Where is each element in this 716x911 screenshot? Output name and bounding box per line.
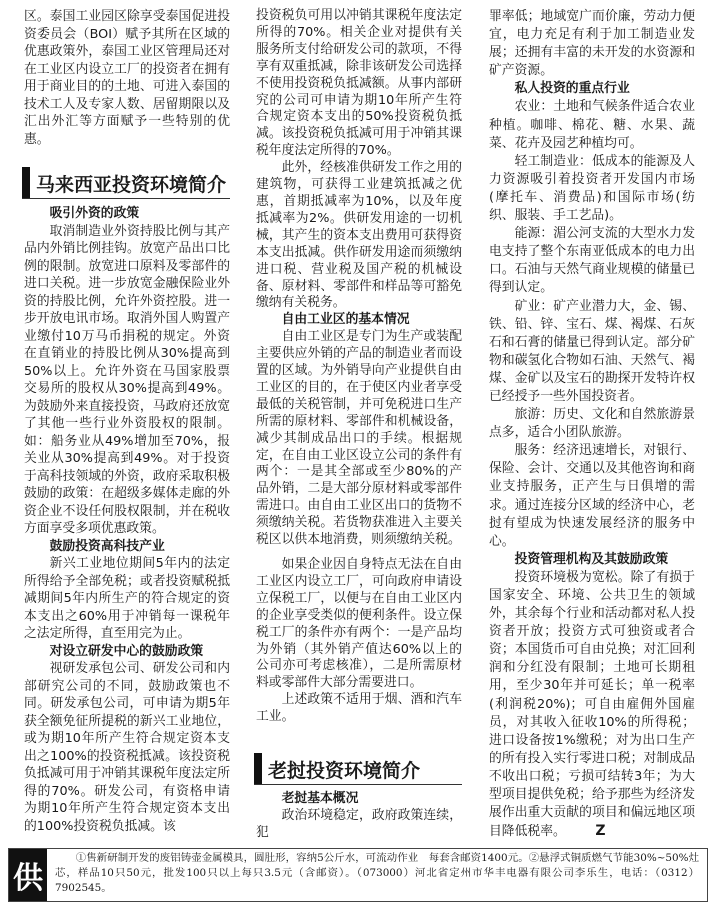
paragraph	[256, 329, 462, 549]
subheading	[256, 791, 462, 808]
paragraph-text: 投资环境极为宽松。除了有损于国家安全、环境、公共卫生的领域外，其余每个行业和活动都对私人投资者开放；投资方式可独资或者合资；本国货币可自由兑换；对汇回利润和分红没有限制；土地可长期租用，至少30年并可延长；单一税率(利润税20%)；可自由雇佣外国雇员，对其收入征收10%的所得税；进口设备按1%缴税；对为出口生产的所有投入实行零进口税；对制成品不收出口税；亏损可结转3年；为大型项目提供免税；给予那些为经济发展作出重大贡献的项目和偏远地区项目降低税率。	[489, 569, 695, 840]
paragraph-text: 政治环境稳定，政府政策连续，犯	[256, 807, 462, 840]
subheading-text: 老挝基本概况	[281, 791, 359, 807]
paragraph-text: 区。泰国工业园区除享受泰国促进投资委员会（BOI）赋予其所在区域的优惠政策外，泰国工业区管理局还对在工业区内设立工厂的投资者在拥有用于商业目的的土地、可进入泰国的技术工人及专家人数、居留期限以及汇出外汇等方面赋予一些特别的优惠。	[24, 9, 230, 147]
paragraph	[489, 442, 695, 551]
classified-ad-box	[8, 848, 708, 902]
paragraph-text: 自由工业区是专门为生产或装配主要供应外销的产品的制造业者而设置的区域。为外销导向产业提供自由工业区的目的，在于使区内业者享受最低的关税管制，并可免税进口生产所需的原材料、零部件和机械设备，减少其制成品出口的手续。根据规定，在自由工业区设立公司的条件有两个：一是其全部或至少80%的产品外销，二是大部分原材料或零部件需进口。由自由工业区出口的货物不须缴纳关税。若货物获准进入主要关税区以供本地消费，则须缴纳关税。	[256, 329, 462, 548]
end-mark-icon: Z	[595, 823, 606, 840]
spacer	[256, 549, 462, 557]
paragraph	[256, 8, 462, 160]
paragraph	[489, 569, 695, 841]
paragraph	[256, 557, 462, 692]
subheading-text: 吸引外资的政策	[49, 206, 140, 221]
paragraph	[256, 160, 462, 312]
paragraph	[24, 660, 230, 835]
paragraph-text: 服务：经济迅速增长，对银行、保险、会计、交通以及其他咨询和商业支持服务，正产生与日俱增的需求。通过连接分区域的经济中心，老挝有望成为快速发展经济的服务中心。	[489, 443, 695, 549]
section-title-text: 马来西亚投资环境简介	[36, 174, 227, 196]
paragraph-text: 视研发承包公司、研发公司和内部研究公司的不同，鼓励政策也不同。研发承包公司，可申请为期5年获全额免征所提税的新兴工业地位，或为期10年所产生符合规定资本支出之100%的投资税抵减。该投资税负抵减可用于冲销其课税年度法定所得的70%。研发公司，有资格申请为期10年所产生符合规定资本支出的100%投资税负抵减。该	[24, 661, 230, 834]
subheading	[24, 205, 230, 223]
title-bar-decoration	[254, 753, 262, 784]
title-bar-decoration	[22, 167, 30, 198]
paragraph	[489, 153, 695, 225]
paragraph-text: 上述政策不适用于烟、酒和汽车工业。	[256, 692, 462, 725]
subheading	[24, 538, 230, 556]
subheading-text: 对设立研发中心的鼓励政策	[49, 643, 204, 659]
paragraph	[489, 298, 695, 407]
paragraph	[489, 8, 695, 80]
paragraph	[24, 223, 230, 538]
paragraph-text: 旅游：历史、文化和自然旅游景点多，适合小团队旅游。	[489, 407, 695, 441]
subheading-text: 鼓励投资高科技产业	[49, 538, 165, 554]
paragraph-text: 取消制造业外资持股比例与其产品内外销比例挂钩。放宽产品出口比例的限制。放宽进口原料及零部件的进口关税。进一步放宽金融保险业外资的持股比例，允许外资控股。进一步开放电讯市场。取消外国人购置产业缴付10万马币捐税的规定。外资在直销业的持股比例从30%提高到50%以上。允许外资在马国家股票交易所的股权从30%提高到49%。为鼓励外来直接投资，马政府还放宽了其他一些行业外资股权的限制。如：船务业从49%增加至70%，报关业从30%提高到49%。对于投资于高科技领域的外资，政府采取积极鼓励的政策：在超级多媒体走廊的外资企业不设任何股权限制，并在税收方面享受多项优惠政策。	[24, 223, 230, 536]
ad-text: ①售新研制开发的废铝铸壶金属模具，圆肚形，容纳5公斤水，可流动作业 每套含邮资1400元。②悬浮式铜质燃气节能30%~50%灶芯，样品10只50元，批发100只以上每只3.5元（含邮资）。（073000）河北省定州市华丰电器有限公司李乐生，电话：（0312）7902545。	[55, 852, 699, 894]
paragraph	[256, 692, 462, 726]
ad-label: 供	[9, 849, 47, 901]
paragraph	[489, 406, 695, 442]
paragraph	[256, 808, 462, 842]
paragraph-text: 新兴工业地位期间5年内的法定所得给予全部免税；或者投资赋税抵减期间5年内所生产的符合规定的资本支出之60%用于冲销每一课税年之法定所得，直至用完为止。	[24, 556, 230, 641]
paragraph-text: 轻工制造业：低成本的能源及人力资源吸引着投资者开发国内市场(摩托车、消费品)和国际市场(纺织、服装、手工艺品)。	[489, 153, 695, 224]
subheading	[489, 80, 695, 98]
paragraph-text: 矿业：矿产业潜力大，金、锡、铁、铅、锌、宝石、煤、褐煤、石灰石和石膏的储量已得到认定。部分矿物和碳氢化合物如石油、天然气、褐煤、金矿以及宝石的勘探开发特许权已经授予一些外国投资者。	[489, 298, 695, 404]
subheading-text: 自由工业区的基本情况	[281, 312, 410, 328]
paragraph-text: 此外，经核准供研发工作之用的建筑物，可获得工业建筑抵减之优惠，首期抵减率为10%，以及年度抵减率为2%。供研发用途的一切机械，其产生的资本支出费用可获得资本支出抵减。供作研发用途而须缴纳进口税、营业税及国产税的机械设备、原材料、零部件和样品等可豁免缴纳有关税务。	[256, 160, 462, 311]
paragraph-text: 投资税负可用以冲销其课税年度法定所得的70%。相关企业对提供有关服务所支付给研发公司的款项，不得享有双重抵减，除非该研发公司选择不使用投资税负抵减额。从事内部研究的公司可申请为期10年所产生符合规定资本支出的50%投资税负抵减。该投资税负抵减可用于冲销其课税年度法定所得的70%。	[256, 8, 462, 159]
section-title	[254, 752, 462, 785]
paragraph	[24, 555, 230, 643]
paragraph-text: 能源：湄公河支流的大型水力发电支持了整个东南亚低成本的电力出口。石油与天然气商业规模的储量已得到认定。	[489, 226, 695, 296]
column-2	[256, 8, 462, 842]
paragraph-text: 农业：土地和气候条件适合农业种植。咖啡、棉花、糖、水果、蔬菜、花卉及园艺种植均可。	[489, 99, 695, 151]
section-title	[22, 166, 230, 199]
column-3	[489, 8, 695, 841]
paragraph	[489, 98, 695, 152]
column-1	[24, 8, 230, 835]
section-title-text: 老挝投资环境简介	[268, 760, 421, 783]
subheading-text: 私人投资的重点行业	[514, 81, 630, 97]
subheading	[24, 643, 230, 661]
subheading	[256, 312, 462, 329]
paragraph	[489, 225, 695, 297]
subheading	[489, 551, 695, 569]
paragraph-text: 如果企业因自身特点无法在自由工业区内设立工厂，可向政府申请设立保税工厂，以便与在自由工业区内的企业享受类似的便利条件。设立保税工厂的条件亦有两个：一是产品均为外销（其外销产值达60%以上的公司亦可考虑核准），二是所需原材料或零部件大部分需要进口。	[256, 557, 462, 691]
paragraph-text: 罪率低；地域宽广而价廉，劳动力便宜，电力充足有利于加工制造业发展；还拥有丰富的未开发的水资源和矿产资源。	[489, 9, 695, 79]
subheading-text: 投资管理机构及其鼓励政策	[514, 551, 669, 567]
paragraph	[24, 8, 230, 148]
